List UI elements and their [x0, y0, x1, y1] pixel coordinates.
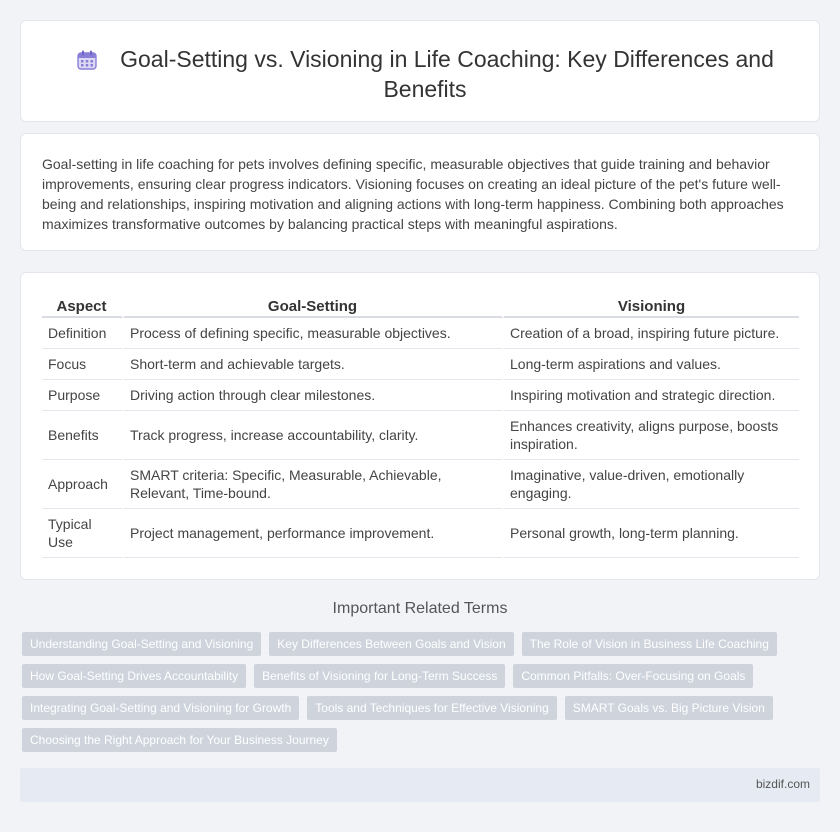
related-term-link[interactable]: Key Differences Between Goals and Vision [269, 632, 513, 656]
row-visioning: Creation of a broad, inspiring future picture. [504, 318, 799, 349]
row-goal-setting: Project management, performance improvement. [124, 509, 504, 558]
table-row [42, 318, 799, 349]
table-header-row [42, 294, 799, 318]
intro-paragraph: Goal-setting in life coaching for pets involves defining specific, measurable objectives that guide training and behavior improvements, ensuring clear progress indicators. Visioning focuses on creating an ideal picture of the pet's future well-being and relationships, inspiring motivation and aligning actions with long-term happiness. Combining both approaches maximizes transformative outcomes by balancing practical steps with meaningful aspirations. [42, 156, 784, 232]
related-term-link[interactable]: Common Pitfalls: Over-Focusing on Goals [513, 664, 753, 688]
row-aspect: Benefits [42, 411, 124, 460]
table-row [42, 349, 799, 380]
footer-site-link[interactable]: bizdif.com [755, 777, 810, 791]
related-term-link[interactable]: Benefits of Visioning for Long-Term Success [254, 664, 505, 688]
title-wrap [61, 44, 789, 104]
related-term-link[interactable]: SMART Goals vs. Big Picture Vision [565, 696, 773, 720]
row-visioning: Imaginative, value-driven, emotionally engaging. [504, 460, 799, 509]
related-term-link[interactable]: Integrating Goal-Setting and Visioning for Growth [22, 696, 299, 720]
calendar-icon [76, 49, 98, 71]
column-header-visioning: Visioning [504, 294, 799, 318]
column-header-goal-setting: Goal-Setting [124, 294, 504, 318]
row-aspect: Typical Use [42, 509, 124, 558]
row-goal-setting: SMART criteria: Specific, Measurable, Achievable, Relevant, Time-bound. [124, 460, 504, 509]
row-visioning: Inspiring motivation and strategic direction. [504, 380, 799, 411]
row-visioning: Enhances creativity, aligns purpose, boosts inspiration. [504, 411, 799, 460]
row-aspect: Purpose [42, 380, 124, 411]
table-row [42, 380, 799, 411]
column-header-aspect: Aspect [42, 294, 124, 318]
related-terms-list [22, 632, 818, 760]
related-term-link[interactable]: Tools and Techniques for Effective Visioning [307, 696, 556, 720]
header-card [20, 20, 820, 122]
row-aspect: Approach [42, 460, 124, 509]
intro-card [20, 133, 820, 251]
row-goal-setting: Process of defining specific, measurable objectives. [124, 318, 504, 349]
row-visioning: Long-term aspirations and values. [504, 349, 799, 380]
row-aspect: Focus [42, 349, 124, 380]
table-row [42, 460, 799, 509]
table-row [42, 411, 799, 460]
footer [20, 768, 820, 802]
related-term-link[interactable]: How Goal-Setting Drives Accountability [22, 664, 246, 688]
table-row [42, 509, 799, 558]
related-terms-title: Important Related Terms [332, 600, 508, 617]
related-term-link[interactable]: Choosing the Right Approach for Your Business Journey [22, 728, 337, 752]
row-goal-setting: Driving action through clear milestones. [124, 380, 504, 411]
row-goal-setting: Short-term and achievable targets. [124, 349, 504, 380]
row-aspect: Definition [42, 318, 124, 349]
comparison-card [20, 272, 820, 580]
comparison-table [42, 294, 799, 558]
row-goal-setting: Track progress, increase accountability, clarity. [124, 411, 504, 460]
related-term-link[interactable]: Understanding Goal-Setting and Visioning [22, 632, 261, 656]
related-term-link[interactable]: The Role of Vision in Business Life Coaching [522, 632, 777, 656]
page-title: Goal-Setting vs. Visioning in Life Coaching: Key Differences and Benefits [120, 46, 774, 102]
row-visioning: Personal growth, long-term planning. [504, 509, 799, 558]
